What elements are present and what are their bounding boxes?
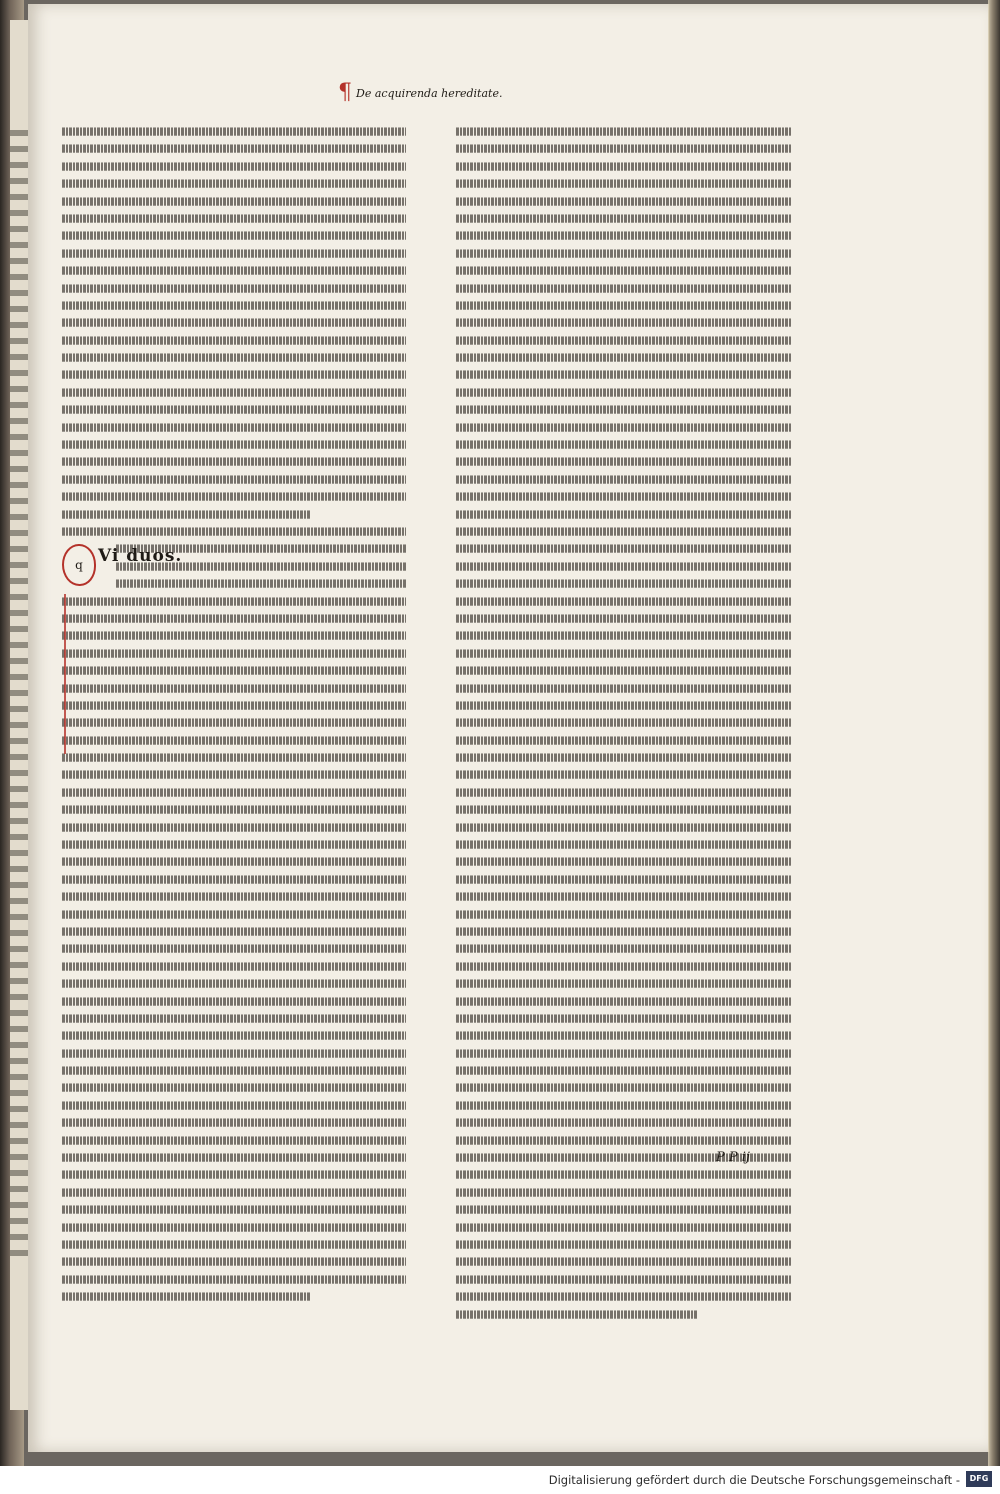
text-line xyxy=(456,684,792,692)
text-line xyxy=(456,1258,792,1266)
text-line xyxy=(456,701,792,709)
text-column-right xyxy=(456,124,792,1374)
text-line xyxy=(62,1032,406,1040)
text-line xyxy=(62,232,406,240)
text-line xyxy=(62,1293,310,1301)
text-line xyxy=(456,371,792,379)
text-line xyxy=(62,440,406,448)
text-line xyxy=(62,1206,406,1214)
text-line xyxy=(456,1101,792,1109)
text-line xyxy=(456,1206,792,1214)
text-line xyxy=(456,771,792,779)
text-line xyxy=(62,1067,406,1075)
text-line xyxy=(456,649,792,657)
text-line xyxy=(62,667,406,675)
text-line xyxy=(62,145,406,153)
text-line xyxy=(62,1258,406,1266)
text-line xyxy=(62,319,406,327)
text-line xyxy=(62,632,406,640)
text-line xyxy=(62,162,406,170)
text-line xyxy=(62,649,406,657)
text-line xyxy=(456,232,792,240)
text-line xyxy=(62,371,406,379)
text-line xyxy=(456,788,792,796)
text-line xyxy=(456,1223,792,1231)
text-line xyxy=(456,180,792,188)
text-line xyxy=(456,440,792,448)
text-line xyxy=(62,893,406,901)
text-line xyxy=(62,1275,406,1283)
text-line xyxy=(62,423,406,431)
text-line xyxy=(456,1275,792,1283)
rubric-stroke xyxy=(64,594,66,754)
text-line xyxy=(62,1240,406,1248)
text-line xyxy=(456,597,792,605)
text-line xyxy=(62,301,406,309)
text-line xyxy=(456,632,792,640)
text-line xyxy=(62,267,406,275)
footer-credit: Digitalisierung gefördert durch die Deutsche Forschungsgemeinschaft - xyxy=(548,1473,960,1487)
text-line xyxy=(456,197,792,205)
text-line xyxy=(456,1084,792,1092)
text-line xyxy=(62,475,406,483)
text-line xyxy=(62,284,406,292)
text-line xyxy=(62,1154,406,1162)
text-line xyxy=(62,840,406,848)
text-line xyxy=(62,180,406,188)
chapter-initial xyxy=(62,544,200,590)
text-line xyxy=(62,1188,406,1196)
text-line xyxy=(456,545,792,553)
text-line xyxy=(62,510,310,518)
rubric-pilcrow-icon: ¶ xyxy=(338,80,352,105)
text-line xyxy=(62,788,406,796)
text-line xyxy=(456,945,792,953)
guide-letter: q xyxy=(62,544,96,586)
text-line xyxy=(456,527,792,535)
text-line xyxy=(62,980,406,988)
text-line xyxy=(62,927,406,935)
text-line xyxy=(456,319,792,327)
text-line xyxy=(456,475,792,483)
text-line xyxy=(62,458,406,466)
text-line xyxy=(456,336,792,344)
lemma-heading: Vi duos. xyxy=(98,546,183,566)
text-line xyxy=(456,736,792,744)
text-line xyxy=(456,806,792,814)
footer-bar xyxy=(0,1466,1000,1494)
text-line xyxy=(62,249,406,257)
text-line xyxy=(456,562,792,570)
text-line xyxy=(456,667,792,675)
dfg-logo-icon: DFG xyxy=(966,1471,992,1487)
text-line xyxy=(62,527,406,535)
text-line xyxy=(456,823,792,831)
text-line xyxy=(456,980,792,988)
text-line xyxy=(62,771,406,779)
text-line xyxy=(456,1188,792,1196)
text-line xyxy=(62,945,406,953)
text-line xyxy=(62,875,406,883)
book-page xyxy=(28,4,988,1452)
text-line xyxy=(456,458,792,466)
text-line xyxy=(62,1119,406,1127)
text-line xyxy=(456,1293,792,1301)
text-line xyxy=(456,962,792,970)
text-line xyxy=(62,406,406,414)
text-line xyxy=(62,1223,406,1231)
running-head xyxy=(338,82,502,104)
text-line xyxy=(456,301,792,309)
text-line xyxy=(456,754,792,762)
text-line xyxy=(456,423,792,431)
text-line xyxy=(456,1119,792,1127)
text-line xyxy=(456,1014,792,1022)
text-line xyxy=(456,1136,792,1144)
text-line xyxy=(456,162,792,170)
text-line xyxy=(456,127,792,135)
text-line xyxy=(456,1240,792,1248)
text-line xyxy=(456,284,792,292)
text-line xyxy=(62,997,406,1005)
text-line xyxy=(456,493,792,501)
signature-mark: P P ij xyxy=(716,1150,750,1165)
text-line xyxy=(62,701,406,709)
text-line xyxy=(62,614,406,622)
text-line xyxy=(62,823,406,831)
text-line xyxy=(456,1171,792,1179)
text-line xyxy=(62,1171,406,1179)
text-line xyxy=(456,893,792,901)
text-line xyxy=(62,597,406,605)
text-line xyxy=(456,927,792,935)
text-line xyxy=(62,1049,406,1057)
text-line xyxy=(456,510,792,518)
text-line xyxy=(62,736,406,744)
text-line xyxy=(456,840,792,848)
text-line xyxy=(62,197,406,205)
text-line xyxy=(62,684,406,692)
text-line xyxy=(62,806,406,814)
text-line xyxy=(62,1014,406,1022)
text-line xyxy=(456,910,792,918)
text-line xyxy=(62,754,406,762)
text-line xyxy=(62,214,406,222)
text-line xyxy=(456,214,792,222)
text-line xyxy=(62,858,406,866)
text-line xyxy=(456,875,792,883)
text-line xyxy=(62,336,406,344)
text-line xyxy=(62,1136,406,1144)
running-head-text: De acquirenda hereditate. xyxy=(356,86,503,100)
text-line xyxy=(456,145,792,153)
text-line xyxy=(456,388,792,396)
text-line xyxy=(62,1084,406,1092)
text-line xyxy=(456,267,792,275)
text-line xyxy=(62,910,406,918)
text-line xyxy=(456,1310,698,1318)
text-line xyxy=(62,354,406,362)
text-line xyxy=(62,127,406,135)
text-line xyxy=(62,1101,406,1109)
text-line xyxy=(456,997,792,1005)
text-line xyxy=(456,354,792,362)
text-line xyxy=(62,493,406,501)
text-line xyxy=(62,719,406,727)
text-line xyxy=(456,406,792,414)
text-line xyxy=(456,1067,792,1075)
text-line xyxy=(62,962,406,970)
text-line xyxy=(456,580,792,588)
text-line xyxy=(456,719,792,727)
text-line xyxy=(456,614,792,622)
text-line xyxy=(456,1049,792,1057)
text-column-left xyxy=(62,124,406,1374)
text-line xyxy=(62,388,406,396)
text-line xyxy=(456,249,792,257)
text-line xyxy=(456,858,792,866)
text-line xyxy=(456,1032,792,1040)
